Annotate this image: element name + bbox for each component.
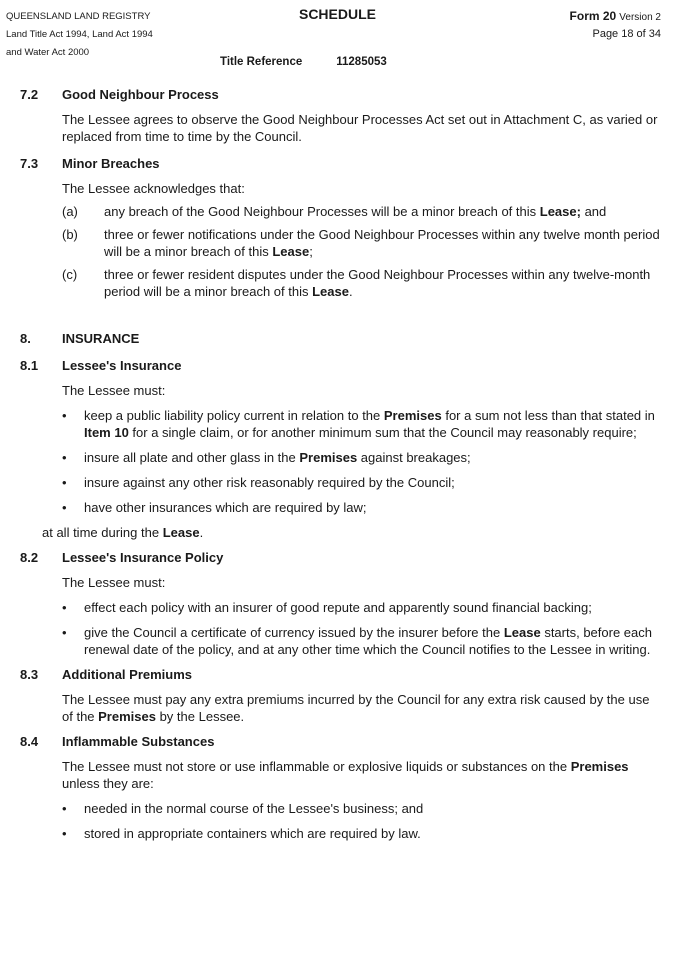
bold-term: Lease [312,284,349,299]
section-number: 8.2 [20,550,39,565]
form-version: Version 2 [619,12,661,23]
bullet-icon: • [62,801,67,816]
section-8-2-intro: The Lessee must: [62,575,166,590]
bold-term: Premises [299,450,358,465]
bullet-item [62,825,660,842]
text-run: . [199,525,204,540]
bold-term: Item 10 [84,425,129,440]
text-run: at all time during the [42,525,163,540]
document-body [20,78,660,842]
bullet-item [62,474,660,491]
list-item-c [62,266,660,300]
section-7-2-text: The Lessee agrees to observe the Good Neighbour Processes Act set out in Attachment C, as varied or replaced from time to time by the Council. [62,112,658,144]
bullet-item [62,407,660,441]
section-number: 7.3 [20,156,39,171]
bullet-text: have other insurances which are required by law; [84,500,367,515]
text-run: for a sum not less than that stated in [441,408,655,423]
item-label: (c) [62,267,78,282]
text-run: The Lessee must not store or use inflammable or explosive liquids or substances on the [62,759,571,774]
text-run: unless they are: [62,776,154,791]
registry-name: QUEENSLAND LAND REGISTRY [6,11,151,22]
text-run: any breach of the Good Neighbour Processes will be a minor breach of this [104,204,540,219]
bold-term: Lease; [539,204,581,219]
form-number: Form 20 [569,9,617,23]
section-7-2-heading [20,86,660,103]
item-text [104,226,660,260]
bullet-text: effect each policy with an insurer of good repute and apparently sound financial backing; [84,600,592,615]
bullet-icon: • [62,826,67,841]
bullet-icon: • [62,625,67,640]
bullet-text: needed in the normal course of the Lessee's business; and [84,801,424,816]
bullet-icon: • [62,500,67,515]
section-number: 8.4 [20,734,39,749]
bullet-text [84,407,660,441]
text-run: by the Lessee. [155,709,245,724]
bullet-icon: • [62,450,67,465]
section-title: Additional Premiums [62,667,193,682]
section-title: Good Neighbour Process [62,87,219,102]
text-run: ; [309,244,313,259]
list-item-b [62,226,660,260]
section-number: 7.2 [20,87,39,102]
text-run: starts, before each renewal date of the policy, and at any other time which the Council notifies to the Lessee in writing. [84,625,652,657]
page-number: Page 18 of 34 [592,28,661,40]
section-8-4-heading [20,733,660,750]
bullet-item [62,624,660,658]
bullet-text: stored in appropriate containers which are required by law. [84,826,421,841]
acts-line-2: and Water Act 2000 [6,47,90,58]
item-text [104,266,660,300]
text-run: give the Council a certificate of currency issued by the insurer before the [84,625,504,640]
item-text [104,203,660,220]
section-8-3-heading [20,666,660,683]
text-run: . [348,284,353,299]
bullet-item [62,599,660,616]
bold-term: Premises [383,408,442,423]
form-block [570,8,661,42]
item-label: (a) [62,204,78,219]
bullet-item [62,499,660,516]
bullet-text: insure against any other risk reasonably required by the Council; [84,475,455,490]
title-reference [220,56,387,68]
section-8-4-text [62,758,660,792]
bullet-item [62,800,660,817]
bold-term: Lease [503,625,541,640]
text-run: three or fewer resident disputes under the Good Neighbour Processes within any twelve-month period will be a minor breach of this [104,267,651,299]
text-run: and [580,204,607,219]
text-run: for a single claim, or for another minimum sum that the Council may reasonably require; [128,425,637,440]
bold-term: Lease [272,244,310,259]
section-8-1-intro: The Lessee must: [62,383,166,398]
section-7-3-heading [20,155,660,172]
section-number: 8.1 [20,358,39,373]
section-title: Lessee's Insurance [62,358,182,373]
bold-term: Lease [162,525,200,540]
section-title: INSURANCE [62,331,140,346]
bold-term: Premises [570,759,629,774]
bullet-icon: • [62,475,67,490]
text-run: insure all plate and other glass in the [84,450,300,465]
list-item-a [62,203,660,220]
bold-term: Premises [98,709,156,724]
bullet-text [84,449,660,466]
bullet-icon: • [62,600,67,615]
section-8-1-closing [42,524,660,541]
section-number: 8.3 [20,667,39,682]
section-8-1-heading [20,357,660,374]
text-run: three or fewer notifications under the Good Neighbour Processes within any twelve month period will be a minor breach of this [104,227,660,259]
section-title: Minor Breaches [62,156,160,171]
bullet-item [62,449,660,466]
section-8-heading [20,330,660,347]
text-run: keep a public liability policy current in relation to the [84,408,384,423]
section-8-3-text [62,691,660,725]
section-title: Lessee's Insurance Policy [62,550,224,565]
bullet-text [84,624,660,658]
section-number: 8. [20,331,31,346]
text-run: The Lessee must pay any extra premiums incurred by the Council for any extra risk caused by the use of the [62,692,650,724]
schedule-heading: SCHEDULE [298,6,376,22]
item-label: (b) [62,227,78,242]
text-run: against breakages; [357,450,471,465]
section-7-3-intro: The Lessee acknowledges that: [62,181,245,196]
title-ref-label: Title Reference [220,56,303,68]
acts-line-1: Land Title Act 1994, Land Act 1994 [6,29,153,40]
section-title: Inflammable Substances [62,734,215,749]
title-ref-value: 11285053 [336,56,387,68]
section-8-2-heading [20,549,660,566]
bullet-icon: • [62,408,67,423]
